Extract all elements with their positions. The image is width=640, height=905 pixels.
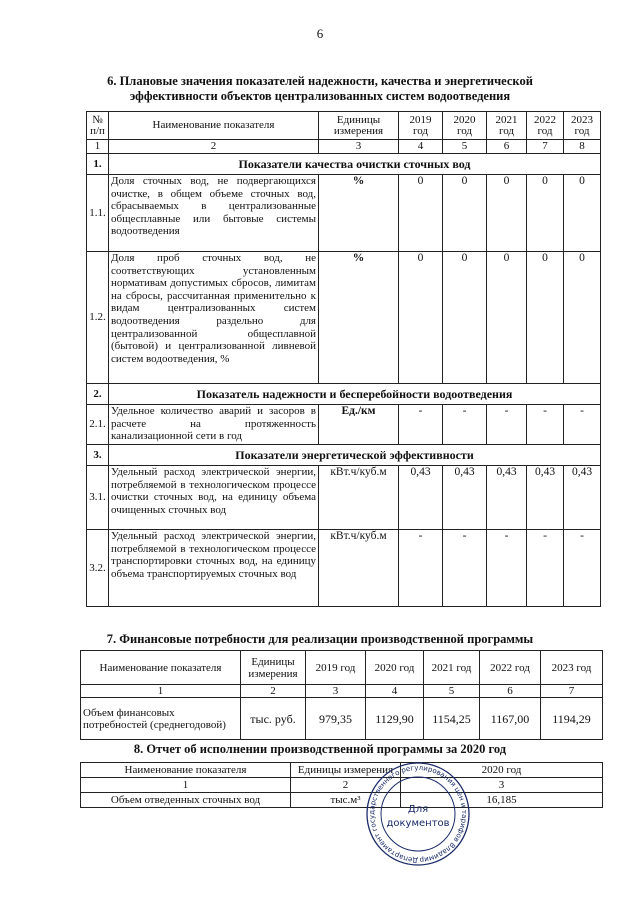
value-cell: 0 xyxy=(443,175,487,252)
indicator-name: Удельное количество аварий и засоров в расчете на протяженность канализационной сети в год xyxy=(109,405,319,445)
header-name: Наименование показателя xyxy=(81,763,291,778)
page-number: 6 xyxy=(316,26,324,41)
table-row xyxy=(87,405,601,445)
header-name: Наименование показателя xyxy=(81,651,241,685)
value-cell: - xyxy=(443,530,487,607)
indicator-name: Удельный расход электрической энергии, потребляемой в технологическом процессе очистки сточных вод, на единицу объема очищенных сточных вод xyxy=(109,466,319,530)
table-row xyxy=(87,252,601,384)
section8-title: 8. Отчет об исполнении производственной программы за 2020 год xyxy=(133,742,507,756)
table-header-row xyxy=(87,112,601,140)
value-cell: - xyxy=(564,405,601,445)
header-num: № п/п xyxy=(87,112,109,140)
value-cell: 0,43 xyxy=(487,466,527,530)
indicator-unit: кВт.ч/куб.м xyxy=(319,466,399,530)
section7-table xyxy=(80,650,603,740)
value-cell: 0 xyxy=(564,175,601,252)
header-year: 2021 год xyxy=(424,651,480,685)
indicator-name: Доля проб сточных вод, не соответствующих установленным нормативам допустимых сбросов, лимитам на сбросы, рассчитанная применительно к видам централизованных систем водоотведения раздельно для централизованной общесплавной (бытовой) и централизованной ливневой систем водоотведения, % xyxy=(109,252,319,384)
group-number: 3. xyxy=(87,445,109,466)
col-number: 2 xyxy=(241,685,306,698)
row-number: 1.2. xyxy=(87,252,109,384)
indicator-name: Объем отведенных сточных вод xyxy=(81,793,291,808)
row-number: 3.1. xyxy=(87,466,109,530)
table-row xyxy=(81,698,603,740)
group-header-row xyxy=(87,384,601,405)
group-header-row xyxy=(87,445,601,466)
col-number: 6 xyxy=(480,685,541,698)
value-cell: 0,43 xyxy=(399,466,443,530)
value-cell: 0 xyxy=(399,252,443,384)
value-cell: - xyxy=(564,530,601,607)
col-number: 1 xyxy=(81,685,241,698)
value-cell: 0 xyxy=(487,252,527,384)
value-cell: 1154,25 xyxy=(424,698,480,740)
header-year: 2022 год xyxy=(527,112,564,140)
indicator-unit: тыс.м³ xyxy=(291,793,401,808)
value-cell: 16,185 xyxy=(401,793,603,808)
header-year: 2023 год xyxy=(564,112,601,140)
col-number: 6 xyxy=(487,140,527,154)
value-cell: 1167,00 xyxy=(480,698,541,740)
stamp-center-line2: документов xyxy=(386,818,450,829)
indicator-name: Доля сточных вод, не подвергающихся очистке, в общем объеме сточных вод, сбрасываемых в централизованные общесплавные или бытовые системы водоотведения xyxy=(109,175,319,252)
group-number: 2. xyxy=(87,384,109,405)
value-cell: 1129,90 xyxy=(366,698,424,740)
column-number-row xyxy=(81,685,603,698)
value-cell: 0 xyxy=(527,252,564,384)
table-row xyxy=(87,530,601,607)
group-number: 1. xyxy=(87,154,109,175)
header-year: 2020 год xyxy=(443,112,487,140)
col-number: 8 xyxy=(564,140,601,154)
value-cell: 0,43 xyxy=(527,466,564,530)
value-cell: 0 xyxy=(399,175,443,252)
header-name: Наименование показателя xyxy=(109,112,319,140)
section7-title: 7. Финансовые потребности для реализации производственной программы xyxy=(106,632,534,646)
value-cell: 979,35 xyxy=(306,698,366,740)
indicator-unit: кВт.ч/куб.м xyxy=(319,530,399,607)
row-number: 2.1. xyxy=(87,405,109,445)
group-title: Показатели энергетической эффективности xyxy=(109,445,601,466)
value-cell: 0,43 xyxy=(564,466,601,530)
value-cell: 1194,29 xyxy=(541,698,603,740)
col-number: 7 xyxy=(527,140,564,154)
indicator-name: Удельный расход электрической энергии, потребляемой в технологическом процессе транспортировки сточных вод, на единицу объема транспортируемых сточных вод xyxy=(109,530,319,607)
indicator-unit: % xyxy=(319,175,399,252)
col-number: 2 xyxy=(109,140,319,154)
col-number: 1 xyxy=(87,140,109,154)
header-year: 2021 год xyxy=(487,112,527,140)
col-number: 7 xyxy=(541,685,603,698)
section6-title: 6. Плановые значения показателей надежности, качества и энергетической эффективности объектов централизованных систем водоотведения xyxy=(107,74,533,103)
group-title: Показатель надежности и бесперебойности водоотведения xyxy=(109,384,601,405)
header-year: 2020 год xyxy=(401,763,603,778)
stamp-center-line1: Для xyxy=(407,804,429,815)
header-unit: Единицы измерения xyxy=(291,763,401,778)
col-number: 2 xyxy=(291,778,401,793)
column-number-row xyxy=(87,140,601,154)
header-unit: Единицы измерения xyxy=(319,112,399,140)
group-title: Показатели качества очистки сточных вод xyxy=(109,154,601,175)
value-cell: 0 xyxy=(487,175,527,252)
col-number: 3 xyxy=(306,685,366,698)
col-number: 3 xyxy=(319,140,399,154)
stamp-ring-text: Департамент государственного регулирования цен и тарифов Владимир xyxy=(367,763,469,865)
row-number: 3.2. xyxy=(87,530,109,607)
value-cell: 0 xyxy=(527,175,564,252)
value-cell: 0 xyxy=(443,252,487,384)
group-header-row xyxy=(87,154,601,175)
col-number: 5 xyxy=(443,140,487,154)
table-row xyxy=(87,175,601,252)
col-number: 4 xyxy=(366,685,424,698)
header-year: 2022 год xyxy=(480,651,541,685)
row-number: 1.1. xyxy=(87,175,109,252)
col-number: 3 xyxy=(401,778,603,793)
indicator-unit: Ед./км xyxy=(319,405,399,445)
header-year: 2020 год xyxy=(366,651,424,685)
value-cell: - xyxy=(527,405,564,445)
header-unit: Единицы измерения xyxy=(241,651,306,685)
value-cell: - xyxy=(443,405,487,445)
value-cell: 0,43 xyxy=(443,466,487,530)
col-number: 1 xyxy=(81,778,291,793)
indicator-name: Объем финансовых потребностей (среднегодовой) xyxy=(81,698,241,740)
value-cell: - xyxy=(399,530,443,607)
col-number: 5 xyxy=(424,685,480,698)
header-year: 2019 год xyxy=(306,651,366,685)
table-header-row xyxy=(81,651,603,685)
value-cell: 0 xyxy=(564,252,601,384)
value-cell: - xyxy=(527,530,564,607)
value-cell: - xyxy=(399,405,443,445)
col-number: 4 xyxy=(399,140,443,154)
header-year: 2023 год xyxy=(541,651,603,685)
section6-table xyxy=(86,111,601,607)
value-cell: - xyxy=(487,530,527,607)
stamp-seal-icon xyxy=(342,762,494,872)
official-stamp xyxy=(342,762,494,872)
table-row xyxy=(87,466,601,530)
indicator-unit: % xyxy=(319,252,399,384)
header-year: 2019 год xyxy=(399,112,443,140)
indicator-unit: тыс. руб. xyxy=(241,698,306,740)
value-cell: - xyxy=(487,405,527,445)
